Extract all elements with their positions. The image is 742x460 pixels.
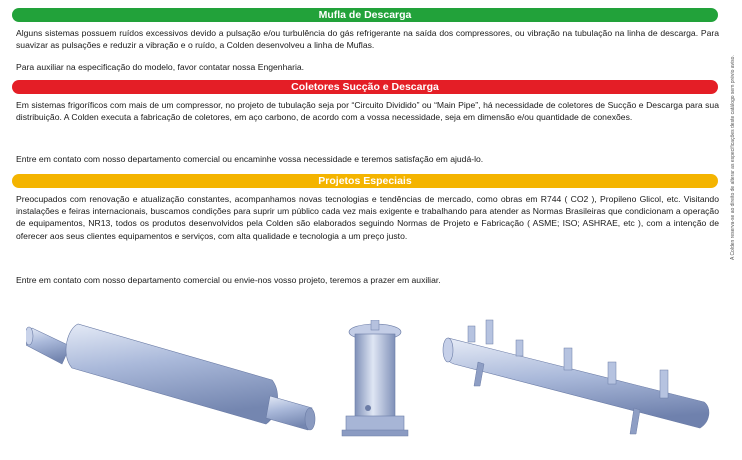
paragraph-mufla-contact: Para auxiliar na especificação do modelo, favor contatar nossa Engenharia. <box>16 62 305 72</box>
section-header-projetos <box>12 174 718 188</box>
paragraph-coletores-intro: Em sistemas frigoríficos com mais de um compressor, no projeto de tubulação seja por “Circuito Dividido” ou “Main Pipe”, há necessidade de coletores de Sucção e Descarga para sua distribuição. A Colden executa a fabricação de coletores, em aço carbono, de acordo com a vossa necessidade, seja em dimensão e/ou quantidade de conexões. <box>16 100 719 123</box>
paragraph-mufla-intro: Alguns sistemas possuem ruídos excessivos devido a pulsação e/ou turbulência do gás refrigerante na saída dos compressores, ou vibração na tubulação na linha de descarga. Para suavizar as pulsações e reduzir a vibração e o ruído, a Colden desenvolveu a linha de Muflas. <box>16 28 719 51</box>
section-title: Projetos Especiais <box>318 175 412 187</box>
header-collector-image <box>438 316 716 440</box>
section-title: Coletores Sucção e Descarga <box>291 81 439 93</box>
section-title: Mufla de Descarga <box>318 9 412 21</box>
section-header-coletores <box>12 80 718 94</box>
paragraph-projetos-intro: Preocupados com renovação e atualização constantes, acompanhamos novas tecnologias e tendências de mercado, como obras em R744 ( CO2 ), Propileno Glicol, etc. Visitando instalações e feiras internacionais, buscamos condições para suprir um público cada vez mais exigente e trabalhando para atender as Normas Brasileiras que condicionam a operação de equipamentos, NR13, todos os produtos desenvolvidos pela Colden são elaborados seguindo Normas de Projeto e Fabricação ( ASME; ISO; ASHRAE, etc ), com a intenção de oferecer aos seus clientes equipamentos e serviços, com alta qualidade e tecnologia a um preço justo. <box>16 194 719 241</box>
side-disclaimer: A Colden reserva-se ao direito de alterar as especificações deste catálogo sem prévio aviso. <box>730 55 736 260</box>
paragraph-projetos-contact: Entre em contato com nosso departamento comercial ou envie-nos vosso projeto, teremos a prazer em auxiliar. <box>16 275 441 285</box>
section-header-mufla <box>12 8 718 22</box>
muffler-image <box>26 312 322 440</box>
paragraph-coletores-contact: Entre em contato com nosso departamento comercial ou encaminhe vossa necessidade e teremos satisfação em ajudá-lo. <box>16 154 484 164</box>
vertical-vessel-image <box>340 320 410 442</box>
